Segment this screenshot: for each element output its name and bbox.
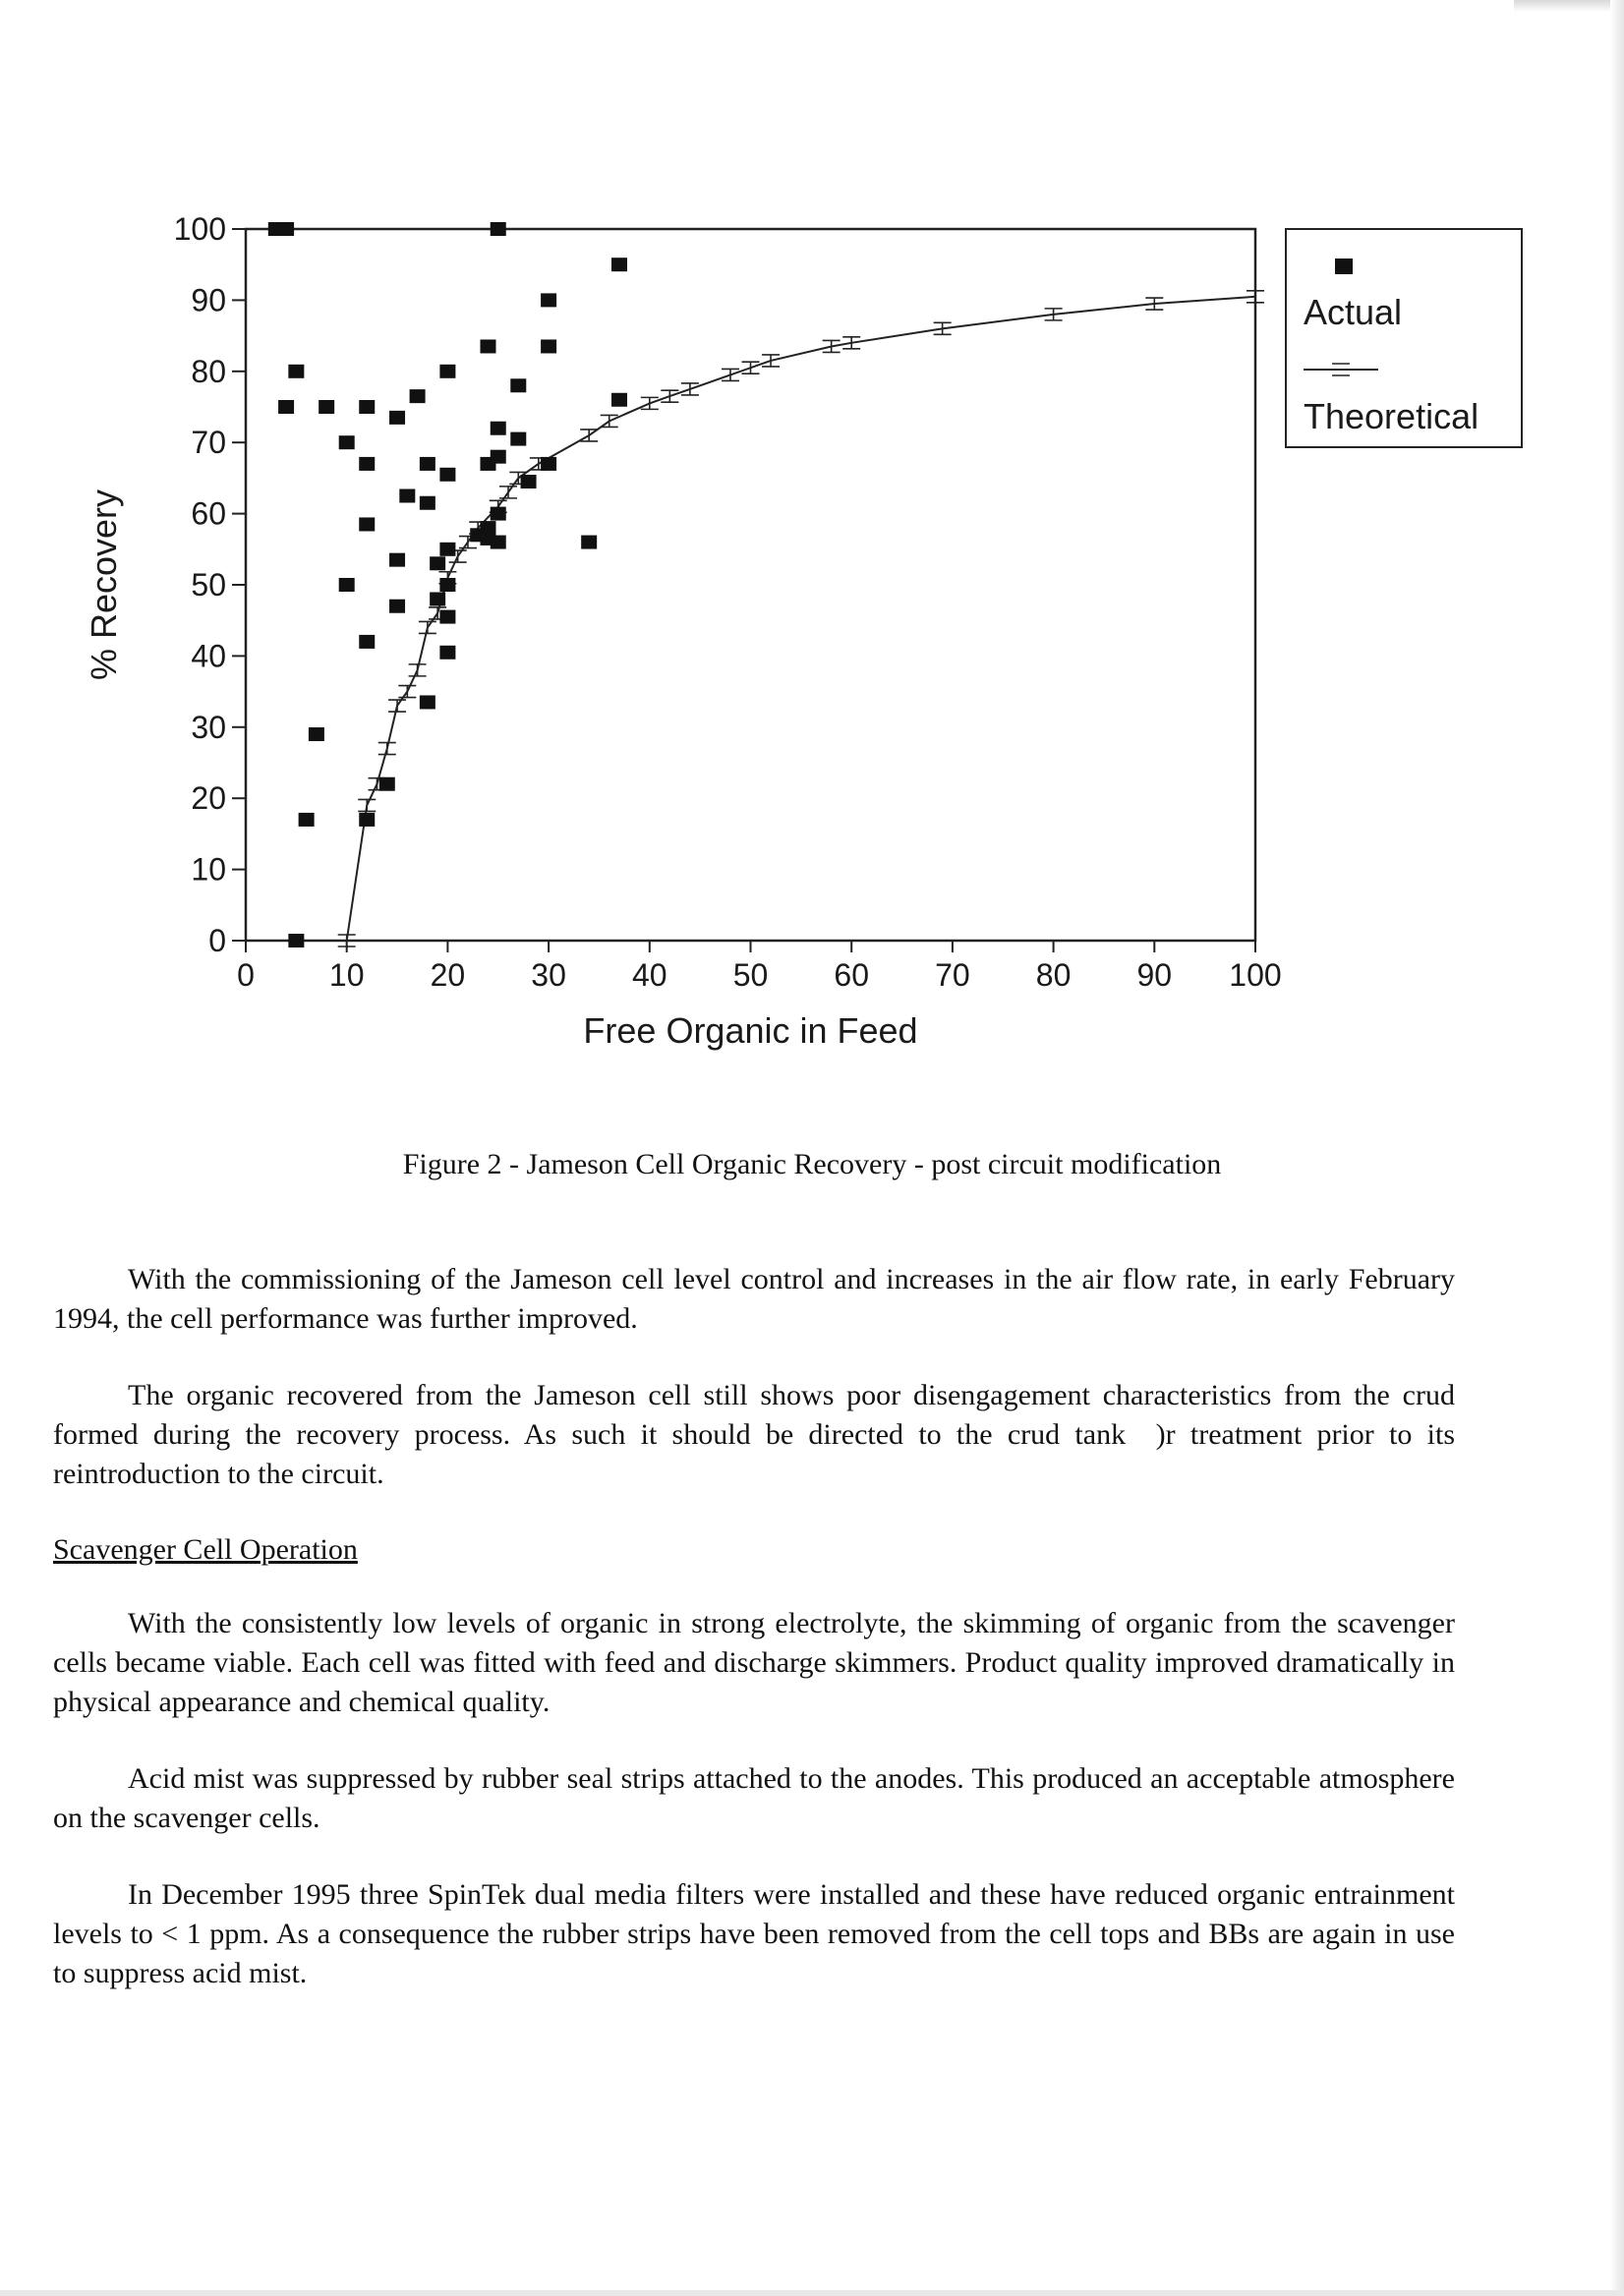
recovery-chart [0, 0, 1624, 1081]
theoretical-point [842, 337, 860, 349]
actual-point [420, 496, 435, 510]
actual-point [389, 411, 405, 425]
actual-point [491, 422, 506, 435]
actual-point [541, 457, 556, 471]
scan-edge-bottom [0, 2290, 1624, 2296]
actual-point [359, 517, 375, 531]
actual-point [359, 457, 375, 471]
y-tick-label: 90 [191, 282, 226, 318]
actual-point [510, 378, 526, 392]
y-tick-label: 30 [191, 709, 226, 745]
legend-theoretical-marker [1304, 364, 1378, 375]
x-tick-label: 40 [632, 957, 667, 993]
actual-point [339, 435, 355, 449]
x-tick-label: 30 [531, 957, 566, 993]
theoretical-point [762, 355, 780, 367]
theoretical-point [499, 487, 517, 498]
plot-area [246, 229, 1255, 941]
actual-point [430, 592, 445, 605]
actual-point [491, 536, 506, 549]
actual-point [309, 727, 324, 741]
theoretical-series [338, 291, 1264, 947]
actual-point [379, 777, 395, 791]
paragraph-text: With the consistently low levels of organic in strong electrolyte, the skimming of organic from the scavenger cells became viable. Each cell was fitted with feed and discharge skimmers. Product quality improved dramatically in physical appearance and chemical quality. [53, 1607, 1455, 1718]
actual-point [439, 578, 455, 592]
x-tick-label: 80 [1035, 957, 1072, 993]
actual-point [439, 610, 455, 624]
legend-actual-label: Actual [1304, 292, 1403, 332]
y-tick-label: 80 [191, 353, 226, 389]
paragraph-level-control [53, 1260, 1455, 1339]
y-axis-title: % Recovery [84, 488, 124, 681]
section-heading-scavenger: Scavenger Cell Operation [53, 1533, 358, 1566]
actual-series [268, 222, 627, 947]
x-axis [237, 941, 1282, 993]
theoretical-point [823, 340, 841, 352]
theoretical-point [742, 362, 760, 373]
x-tick-label: 10 [328, 957, 365, 993]
paragraph-disengagement [53, 1376, 1455, 1494]
paragraph-skimming [53, 1604, 1455, 1722]
actual-point [288, 934, 304, 947]
x-tick-label: 100 [1229, 957, 1282, 993]
x-tick-label: 50 [732, 957, 769, 993]
x-tick-label: 20 [430, 957, 466, 993]
legend-theoretical-label: Theoretical [1304, 396, 1479, 436]
actual-point [439, 468, 455, 482]
x-tick-label: 70 [935, 957, 970, 993]
x-tick-label: 0 [237, 957, 255, 993]
actual-point [359, 635, 375, 649]
actual-point [581, 536, 597, 549]
paragraph-text: With the commissioning of the Jameson cell level control and increases in the air flow rate, in early February 1994, the cell performance was further improved. [53, 1263, 1455, 1335]
theoretical-curve [347, 297, 1255, 941]
plot-border [246, 229, 1255, 941]
figure-caption: Figure 2 - Jameson Cell Organic Recovery - post circuit modification [402, 1148, 1222, 1180]
actual-point [420, 457, 435, 471]
theoretical-point [398, 686, 416, 698]
actual-point [480, 457, 495, 471]
x-tick-label: 60 [834, 957, 869, 993]
actual-point [359, 400, 375, 414]
actual-point [439, 365, 455, 378]
theoretical-point [358, 799, 376, 811]
chart-legend [1286, 229, 1522, 447]
actual-point [480, 339, 495, 353]
paragraph-text: In December 1995 three SpinTek dual media filters were installed and these have reduced organic entrainment levels to < 1 ppm. As a consequence the rubber strips have been removed from the cell tops and BBs are again in use to suppress acid mist. [53, 1878, 1455, 1989]
theoretical-point [419, 621, 436, 633]
actual-point [491, 507, 506, 521]
actual-point [399, 489, 415, 503]
actual-point [439, 646, 455, 660]
theoretical-point [681, 383, 699, 395]
theoretical-point [378, 743, 396, 755]
actual-point [389, 600, 405, 613]
actual-point [339, 578, 355, 592]
actual-point [439, 543, 455, 556]
actual-point [359, 813, 375, 827]
paragraph-text: Acid mist was suppressed by rubber seal strips attached to the anodes. This produced an acceptable atmosphere on the scavenger cells. [53, 1762, 1455, 1834]
x-axis-title: Free Organic in Feed [583, 1010, 918, 1051]
actual-point [420, 695, 435, 709]
actual-point [611, 393, 627, 407]
actual-point [510, 432, 526, 446]
y-tick-label: 60 [191, 495, 226, 532]
paragraph-acid-mist [53, 1759, 1455, 1838]
actual-point [278, 400, 294, 414]
paragraph-spintek-filters [53, 1875, 1455, 1993]
theoretical-point [661, 390, 678, 402]
x-tick-label: 90 [1136, 957, 1173, 993]
y-tick-label: 70 [191, 425, 226, 461]
y-tick-label: 40 [191, 638, 226, 674]
actual-point [541, 339, 556, 353]
actual-point [491, 222, 506, 236]
theoretical-point [722, 369, 739, 380]
actual-point [288, 365, 304, 378]
theoretical-point [409, 664, 427, 676]
y-tick-label: 0 [208, 923, 226, 958]
actual-point [299, 813, 315, 827]
actual-point [611, 258, 627, 271]
theoretical-point [388, 700, 406, 712]
actual-point [541, 293, 556, 307]
actual-point [278, 222, 294, 236]
actual-point [389, 553, 405, 567]
legend-actual-marker [1335, 258, 1353, 274]
theoretical-point [641, 397, 659, 409]
actual-point [319, 400, 334, 414]
y-tick-label: 20 [191, 780, 226, 817]
y-tick-label: 10 [191, 851, 226, 888]
actual-point [410, 389, 426, 403]
actual-point [521, 475, 537, 488]
y-tick-label: 50 [191, 567, 226, 603]
y-tick-label: 100 [173, 211, 226, 247]
paragraph-text: The organic recovered from the Jameson cell still shows poor disengagement characteristics from the crud formed during the recovery process. As such it should be directed to the crud tank )r treatment prior to its reintroduction to the circuit. [53, 1379, 1455, 1490]
y-axis [174, 211, 246, 958]
actual-point [430, 556, 445, 570]
